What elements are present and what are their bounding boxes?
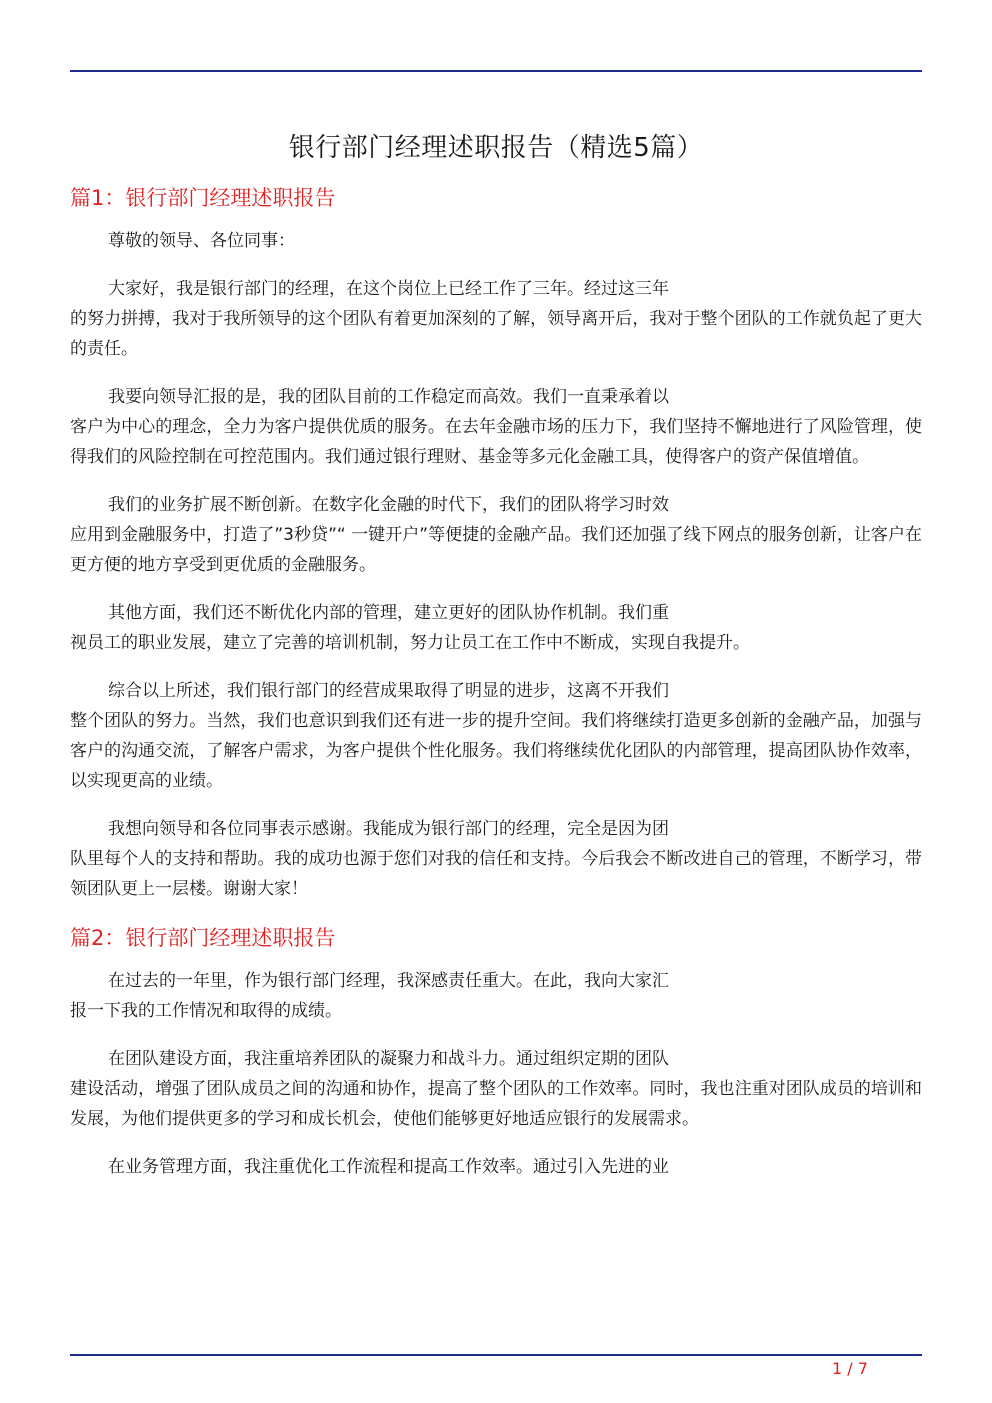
paragraph xyxy=(70,274,922,364)
section-1 xyxy=(70,182,922,904)
section-heading: 篇2：银行部门经理述职报告 xyxy=(70,926,336,950)
paragraph-rest: 报一下我的工作情况和取得的成绩。 xyxy=(70,1001,342,1021)
paragraph-first-line: 我要向领导汇报的是，我的团队目前的工作稳定而高效。我们一直秉承着以 xyxy=(108,387,669,407)
document-body xyxy=(70,128,922,1200)
footer-rule xyxy=(70,1354,922,1356)
section-heading: 篇1：银行部门经理述职报告 xyxy=(70,186,336,210)
paragraph-first-line: 在团队建设方面，我注重培养团队的凝聚力和战斗力。通过组织定期的团队 xyxy=(108,1049,669,1069)
paragraph-rest: 视员工的职业发展，建立了完善的培训机制，努力让员工在工作中不断成，实现自我提升。 xyxy=(70,633,750,653)
document-title: 银行部门经理述职报告（精选5篇） xyxy=(288,133,704,163)
page-number: 1 / 7 xyxy=(832,1359,868,1378)
paragraph-first-line: 我想向领导和各位同事表示感谢。我能成为银行部门的经理，完全是因为团 xyxy=(108,819,669,839)
paragraph-rest: 客户为中心的理念，全力为客户提供优质的服务。在去年金融市场的压力下，我们坚持不懈地进行了风险管理，使得我们的风险控制在可控范围内。我们通过银行理财、基金等多元化金融工具，使得客户的资产保值增值。 xyxy=(70,417,922,467)
paragraph-first-line: 我们的业务扩展不断创新。在数字化金融的时代下，我们的团队将学习时效 xyxy=(108,495,669,515)
paragraph-first-line: 在过去的一年里，作为银行部门经理，我深感责任重大。在此，我向大家汇 xyxy=(108,971,669,991)
paragraph xyxy=(70,490,922,580)
paragraph-rest: 队里每个人的支持和帮助。我的成功也源于您们对我的信任和支持。今后我会不断改进自己的管理，不断学习，带领团队更上一层楼。谢谢大家！ xyxy=(70,849,922,899)
section-2 xyxy=(70,922,922,1182)
paragraph-first-line: 综合以上所述，我们银行部门的经营成果取得了明显的进步，这离不开我们 xyxy=(108,681,669,701)
header-rule xyxy=(70,70,922,72)
paragraph xyxy=(70,382,922,472)
paragraph xyxy=(70,226,922,256)
paragraph xyxy=(70,1152,922,1182)
paragraph xyxy=(70,598,922,658)
paragraph-rest: 应用到金融服务中，打造了”3秒贷”“ 一键开户”等便捷的金融产品。我们还加强了线下网点的服务创新，让客户在更方便的地方享受到更优质的金融服务。 xyxy=(70,525,922,575)
paragraph-first-line: 其他方面，我们还不断优化内部的管理，建立更好的团队协作机制。我们重 xyxy=(108,603,669,623)
paragraph-rest: 建设活动，增强了团队成员之间的沟通和协作，提高了整个团队的工作效率。同时，我也注重对团队成员的培训和发展，为他们提供更多的学习和成长机会，使他们能够更好地适应银行的发展需求。 xyxy=(70,1079,922,1129)
paragraph xyxy=(70,814,922,904)
paragraph-rest: 整个团队的努力。当然，我们也意识到我们还有进一步的提升空间。我们将继续打造更多创新的金融产品，加强与客户的沟通交流，了解客户需求，为客户提供个性化服务。我们将继续优化团队的内部管理，提高团队协作效率，以实现更高的业绩。 xyxy=(70,711,922,791)
paragraph xyxy=(70,1044,922,1134)
paragraph-first-line: 尊敬的领导、各位同事： xyxy=(108,231,295,251)
paragraph-first-line: 大家好，我是银行部门的经理，在这个岗位上已经工作了三年。经过这三年 xyxy=(108,279,669,299)
paragraph xyxy=(70,676,922,796)
paragraph xyxy=(70,966,922,1026)
paragraph-rest: 的努力拼搏，我对于我所领导的这个团队有着更加深刻的了解，领导离开后，我对于整个团队的工作就负起了更大的责任。 xyxy=(70,309,922,359)
paragraph-first-line: 在业务管理方面，我注重优化工作流程和提高工作效率。通过引入先进的业 xyxy=(108,1157,669,1177)
